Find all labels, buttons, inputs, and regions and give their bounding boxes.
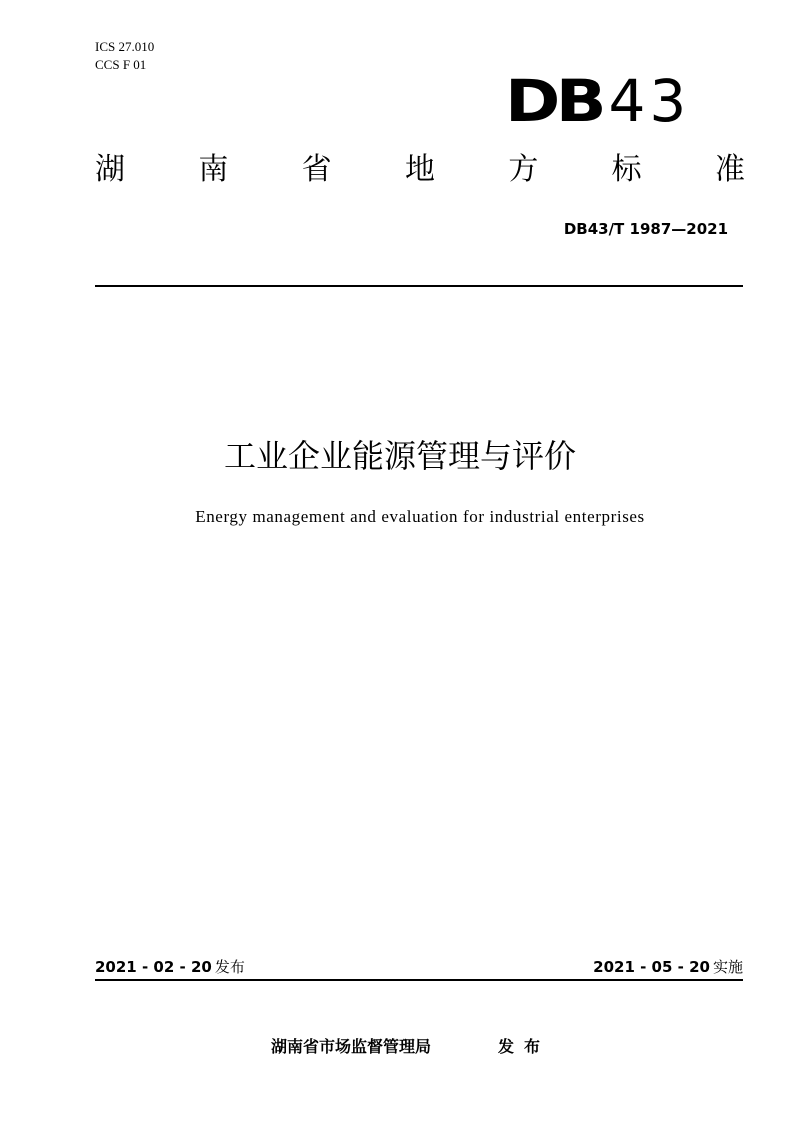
implement-label: 实施 xyxy=(712,958,743,976)
document-title-english: Energy management and evaluation for industrial enterprises xyxy=(195,507,645,526)
standard-type-char: 南 xyxy=(198,152,229,187)
implement-date: 2021 - 05 - 20 xyxy=(593,958,710,976)
top-divider xyxy=(95,285,743,287)
standard-number: DB43/T 1987—2021 xyxy=(563,220,728,238)
issuer-action: 发布 xyxy=(498,1037,551,1056)
release-date: 2021 - 02 - 20 xyxy=(95,958,212,976)
standard-type-heading xyxy=(95,150,745,190)
ics-code: ICS 27.010 xyxy=(95,39,155,54)
document-title-chinese: 工业企业能源管理与评价 xyxy=(223,437,576,475)
standard-type-char: 准 xyxy=(714,152,745,187)
db-logo: DB xyxy=(505,67,603,135)
standard-type-char: 省 xyxy=(301,152,332,187)
standard-mark xyxy=(505,67,691,135)
standard-type-char: 地 xyxy=(404,152,435,187)
ccs-code: CCS F 01 xyxy=(95,57,147,72)
release-label: 发布 xyxy=(214,958,245,976)
release-date-group xyxy=(95,956,245,978)
bottom-divider xyxy=(95,979,743,981)
standard-type-char: 标 xyxy=(611,152,642,187)
standard-type-char: 湖 xyxy=(95,152,125,187)
issuer-name: 湖南省市场监督管理局 xyxy=(271,1037,432,1056)
date-row xyxy=(95,956,743,980)
region-code: 43 xyxy=(608,67,691,135)
implement-date-group xyxy=(593,956,743,978)
classification-codes xyxy=(95,38,154,74)
standard-type-char: 方 xyxy=(508,152,539,187)
